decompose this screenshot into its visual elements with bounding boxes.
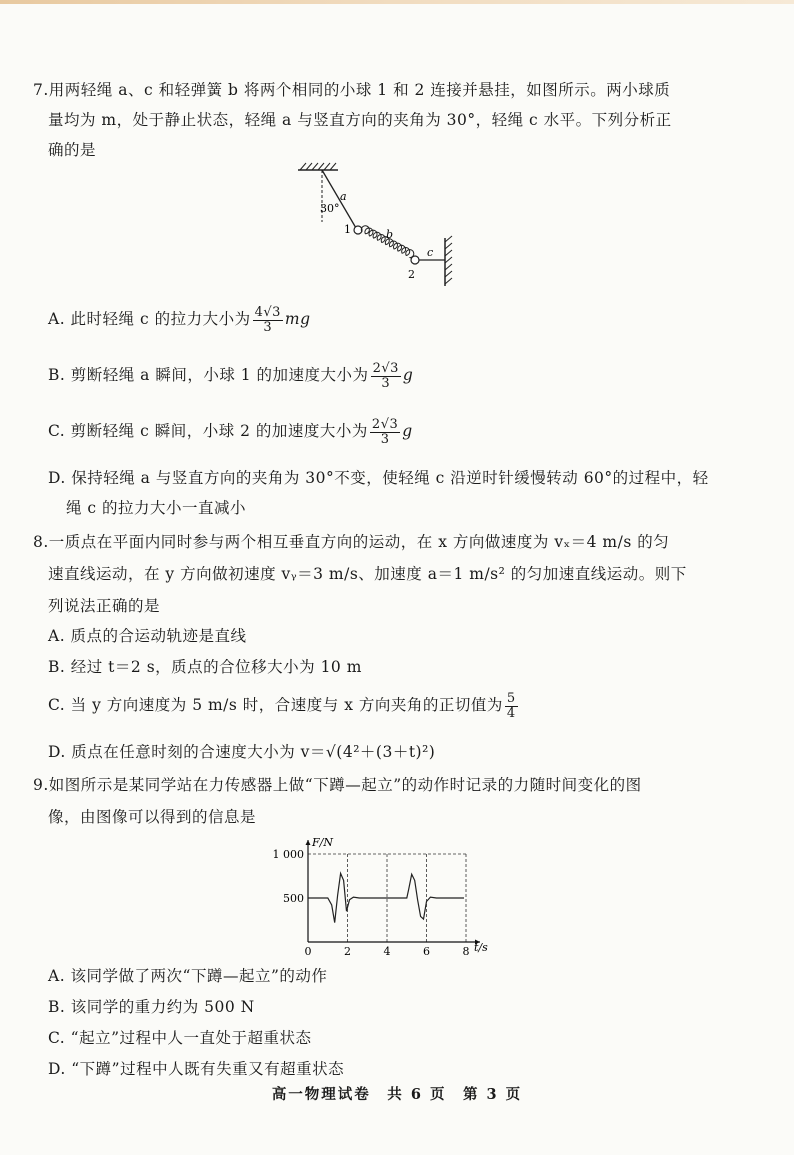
q9-option-b: B. 该同学的重力约为 500 N — [48, 998, 255, 1016]
chart-y-arrow — [306, 840, 311, 845]
q7-angle-label: 30° — [320, 202, 340, 215]
q7-label-ball1: 1 — [344, 223, 351, 236]
q8-line1: 8.一质点在平面内同时参与两个相互垂直方向的运动，在 x 方向做速度为 vₓ＝4 m/s 的匀 — [33, 533, 670, 551]
chart-x-tick-label: 6 — [423, 945, 430, 958]
chart-series-line — [308, 873, 464, 922]
page-top-edge — [0, 0, 794, 4]
q7-optA-fraction: $\frac{4√3}{3}$ — [254, 305, 281, 335]
chart-x-tick-label: 8 — [462, 945, 470, 958]
q9-number: 9. — [33, 776, 49, 794]
q7-line1: 7.用两轻绳 a、c 和轻弹簧 b 将两个相同的小球 1 和 2 连接并悬挂，如图所示。两小球质 — [33, 81, 671, 99]
chart-x-tick-label: 2 — [344, 945, 351, 958]
chart-y-axis-label: F/N — [312, 836, 333, 849]
q9-line1: 9.如图所示是某同学站在力传感器上做“下蹲—起立”的动作时记录的力随时间变化的图 — [33, 776, 642, 794]
q8-option-b: B. 经过 t＝2 s，质点的合位移大小为 10 m — [48, 658, 362, 676]
chart-x-axis-label: t/s — [474, 941, 488, 954]
q8-line2: 速直线运动，在 y 方向做初速度 vᵧ＝3 m/s、加速度 a＝1 m/s² 的匀加速直线运动。则下 — [48, 565, 687, 583]
chart-x-tick-label: 0 — [304, 945, 312, 958]
q7-line2: 量均为 m，处于静止状态，轻绳 a 与竖直方向的夹角为 30°，轻绳 c 水平。下列分析正 — [48, 111, 672, 129]
q9-force-time-chart — [268, 834, 498, 959]
page-footer: 高一物理试卷 共 6 页 第 3 页 — [271, 1086, 523, 1103]
q7-option-d-line2: 绳 c 的拉力大小一直减小 — [66, 499, 247, 517]
q8-line3: 列说法正确的是 — [48, 597, 161, 615]
chart-y-tick-label: 500 — [283, 892, 304, 905]
q7-line3: 确的是 — [48, 141, 97, 159]
q7-option-d-line1: D. 保持轻绳 a 与竖直方向的夹角为 30°不变，使轻绳 c 沿逆时针缓慢转动 60°的过程中，轻 — [48, 469, 709, 487]
q7-label-ball2: 2 — [408, 268, 415, 281]
chart-y-tick-label: 1 000 — [272, 848, 304, 861]
chart-x-tick-label: 4 — [383, 945, 391, 958]
q7-option-a: A. 此时轻绳 c 的拉力大小为 $\frac{4√3}{3}$ mg — [48, 305, 311, 335]
q7-optC-fraction: $\frac{2√3}{3}$ — [371, 417, 399, 447]
q7-label-c: c — [427, 246, 434, 259]
q7-option-c: C. 剪断轻绳 c 瞬间，小球 2 的加速度大小为 $\frac{2√3}{3}$ g — [48, 417, 413, 447]
q8-number: 8. — [33, 533, 49, 551]
q8-option-d: D. 质点在任意时刻的合速度大小为 v＝√(4²＋(3＋t)²) — [48, 743, 436, 761]
q8-option-a: A. 质点的合运动轨迹是直线 — [48, 627, 247, 645]
q9-line2: 像，由图像可以得到的信息是 — [48, 808, 257, 826]
q7-number: 7. — [33, 81, 49, 99]
q9-option-d: D. “下蹲”过程中人既有失重又有超重状态 — [48, 1060, 345, 1078]
q7-label-b: b — [386, 228, 394, 241]
q8-optC-fraction: $\frac{5}{4}$ — [506, 691, 516, 721]
q7-optB-fraction: $\frac{2√3}{3}$ — [372, 361, 399, 391]
q7-label-a: a — [340, 190, 347, 203]
q9-option-a: A. 该同学做了两次“下蹲—起立”的动作 — [48, 967, 328, 985]
q7-option-b: B. 剪断轻绳 a 瞬间，小球 1 的加速度大小为 $\frac{2√3}{3}$ g — [48, 361, 414, 391]
q9-option-c: C. “起立”过程中人一直处于超重状态 — [48, 1029, 312, 1047]
q7-figure — [290, 160, 475, 290]
q8-option-c: C. 当 y 方向速度为 5 m/s 时，合速度与 x 方向夹角的正切值为 $\frac{5}{4}$ — [48, 691, 516, 721]
